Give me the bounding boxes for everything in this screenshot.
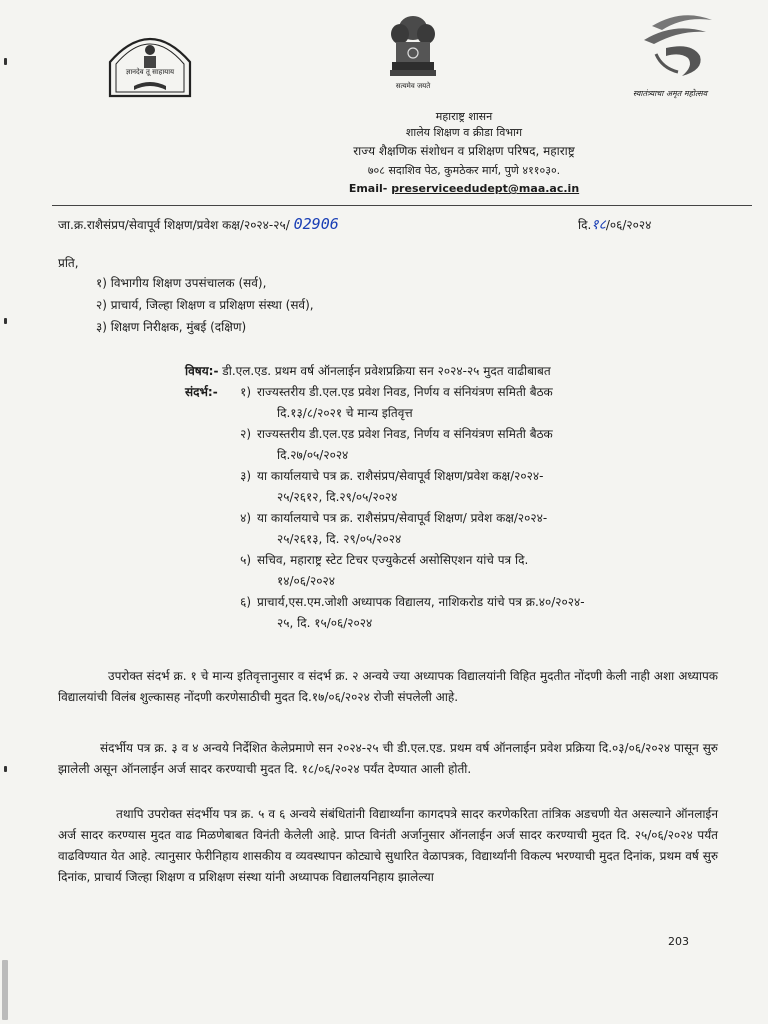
- reference-line: राज्यस्तरीय डी.एल.एड प्रवेश निवड, निर्णय व संनियंत्रण समिती बैठक: [257, 427, 553, 441]
- header-line-department: शालेय शिक्षण व क्रीडा विभाग: [405, 126, 523, 139]
- reference-line: राज्यस्तरीय डी.एल.एड प्रवेश निवड, निर्णय व संनियंत्रण समिती बैठक: [257, 385, 553, 399]
- reference-line: या कार्यालयाचे पत्र क्र. राशैसंप्रप/सेवापूर्व शिक्षण/प्रवेश कक्ष/२०२४-: [257, 469, 544, 483]
- letter-date: [578, 215, 651, 234]
- header-email: [80, 182, 768, 196]
- reference-line-continued: दि.२७/०५/२०२४: [277, 448, 349, 462]
- reference-item: [205, 592, 685, 634]
- reference-prefix: जा.क्र.राशैसंप्रप/सेवापूर्व शिक्षण/प्रवेश कक्ष/२०२४-२५/: [58, 218, 290, 232]
- reference-item: [205, 508, 685, 550]
- reference-line: सचिव, महाराष्ट्र स्टेट टिचर एज्युकेटर्स असोसिएशन यांचे पत्र दि.: [257, 553, 529, 567]
- left-logo-graphic: [104, 22, 196, 102]
- header-line-council: राज्य शैक्षणिक संशोधन व प्रशिक्षण परिषद, महाराष्ट्र: [353, 144, 575, 158]
- reference-line-continued: २५/२६१३, दि. २९/०५/२०२४: [277, 532, 402, 546]
- reference-item: [205, 424, 685, 466]
- state-emblem: [384, 12, 442, 94]
- reference-line: प्राचार्य,एस.एम.जोशी अध्यापक विद्यालय, नाशिकरोड यांचे पत्र क्र.४०/२०२४-: [257, 595, 585, 609]
- reference-number-label: ५): [240, 553, 251, 567]
- body-paragraph: उपरोक्त संदर्भ क्र. १ चे मान्य इतिवृत्तानुसार व संदर्भ क्र. २ अन्वये ज्या अध्यापक विद्यालयांनी विहित मुदतीत नोंदणी केली नाही अशा अध्यापक विद्यालयांची विलंब शुल्कासह नोंदणी करणेसाठीची मुदत दि.१७/०६/२०२४ रोजी संपलेली आहे.: [58, 669, 718, 704]
- reference-line-continued: १४/०६/२०२४: [277, 574, 336, 588]
- reference-number-label: ६): [240, 595, 251, 609]
- body-paragraph: संदर्भीय पत्र क्र. ३ व ४ अन्वये निर्देशित केलेप्रमाणे सन २०२४-२५ ची डी.एल.एड. प्रथम वर्ष ऑनलाईन प्रवेश प्रक्रिया दि.०३/०६/२०२४ पासून सुरु झालेली असून ऑनलाईन अर्ज सादर करण्याची मुदत दि. १८/०६/२०२४ पर्यंत देण्यात आली होती.: [58, 741, 718, 776]
- ashoka-emblem-icon: [384, 12, 442, 82]
- reference-line-continued: २५/२६१२, दि.२९/०५/२०२४: [277, 490, 398, 504]
- subject-text: डी.एल.एड. प्रथम वर्ष ऑनलाईन प्रवेशप्रक्रिया सन २०२४-२५ मुदत वाढीबाबत: [222, 364, 551, 378]
- reference-number-label: ३): [240, 469, 251, 483]
- reference-line-continued: दि.१३/८/२०२१ चे मान्य इतिवृत्त: [277, 406, 413, 420]
- reference-number-label: २): [240, 427, 251, 441]
- email-label: Email-: [348, 182, 388, 195]
- page-number: 203: [668, 935, 689, 948]
- recipient-salutation: प्रति,: [58, 256, 79, 270]
- subject-label: विषय:-: [185, 364, 219, 378]
- references-label: संदर्भ:-: [185, 385, 218, 399]
- references-list: [205, 382, 685, 634]
- body-paragraph: तथापि उपरोक्त संदर्भीय पत्र क्र. ५ व ६ अन्वये संबंधितांनी विद्यार्थ्यांना कागदपत्रे सादर करणेकरिता तांत्रिक अडचणी येत असल्याने ऑनलाईन अर्ज सादर करण्यास मुदत वाढ मिळणेबाबत विनंती केलेली आहे. प्राप्त विनंती अर्जानुसार ऑनलाईन अर्ज सादर करण्याची मुदत दि. २५/०६/२०२४ पर्यंत वाढविण्यात येत आहे. त्यानुसार फेरीनिहाय शासकीय व व्यवस्थापन कोट्याचे सुधारित वेळापत्रक, विद्यार्थ्यांनी विकल्प भरण्याची मुदत दिनांक, प्रथम वर्ष सुरु दिनांक, प्राचार्य जिल्हा शिक्षण व प्रशिक्षण संस्था यांनी अध्यापक विद्यालयनिहाय झालेल्या: [58, 807, 718, 884]
- handwritten-number: 02906: [293, 215, 339, 233]
- reference-number: [58, 215, 339, 233]
- date-prefix: दि.: [578, 218, 592, 232]
- date-suffix: /०६/२०२४: [605, 218, 652, 232]
- azadi-amrit-logo-icon: [622, 12, 722, 82]
- reference-item: [205, 466, 685, 508]
- subject-line: [185, 362, 551, 379]
- email-link[interactable]: preserviceedudept@maa.ac.in: [391, 182, 580, 195]
- header-divider: [52, 205, 752, 206]
- reference-number-label: १): [240, 385, 251, 399]
- scan-speck: [4, 318, 7, 324]
- recipient-item: ३) शिक्षण निरीक्षक, मुंबई (दक्षिण): [96, 320, 247, 334]
- recipient-list: [96, 272, 314, 338]
- right-logo: [600, 12, 740, 102]
- scan-speck: [4, 58, 7, 65]
- header-line-government: महाराष्ट्र शासन: [435, 110, 493, 123]
- left-logo-text: ज्ञानदेव तू साहायाय: [125, 68, 175, 76]
- reference-item: [205, 382, 685, 424]
- right-logo-caption: स्वातंत्र्याचा अमृत महोत्सव: [632, 89, 708, 98]
- reference-item: [205, 550, 685, 592]
- reference-number-label: ४): [240, 511, 251, 525]
- scan-speck: [2, 960, 8, 1020]
- recipient-item: २) प्राचार्य, जिल्हा शिक्षण व प्रशिक्षण संस्था (सर्व),: [96, 298, 314, 312]
- emblem-caption: सत्यमेव जयते: [395, 82, 431, 90]
- reference-line: या कार्यालयाचे पत्र क्र. राशैसंप्रप/सेवापूर्व शिक्षण/ प्रवेश कक्ष/२०२४-: [257, 511, 548, 525]
- left-logo: [104, 22, 196, 102]
- header-line-address: ७०८ सदाशिव पेठ, कुमठेकर मार्ग, पुणे ४११०३०.: [367, 164, 561, 177]
- reference-line-continued: २५, दि. १५/०६/२०२४: [277, 616, 373, 630]
- scan-speck: [4, 766, 7, 772]
- recipient-item: १) विभागीय शिक्षण उपसंचालक (सर्व),: [96, 276, 267, 290]
- date-handwritten-day: १८: [591, 217, 606, 233]
